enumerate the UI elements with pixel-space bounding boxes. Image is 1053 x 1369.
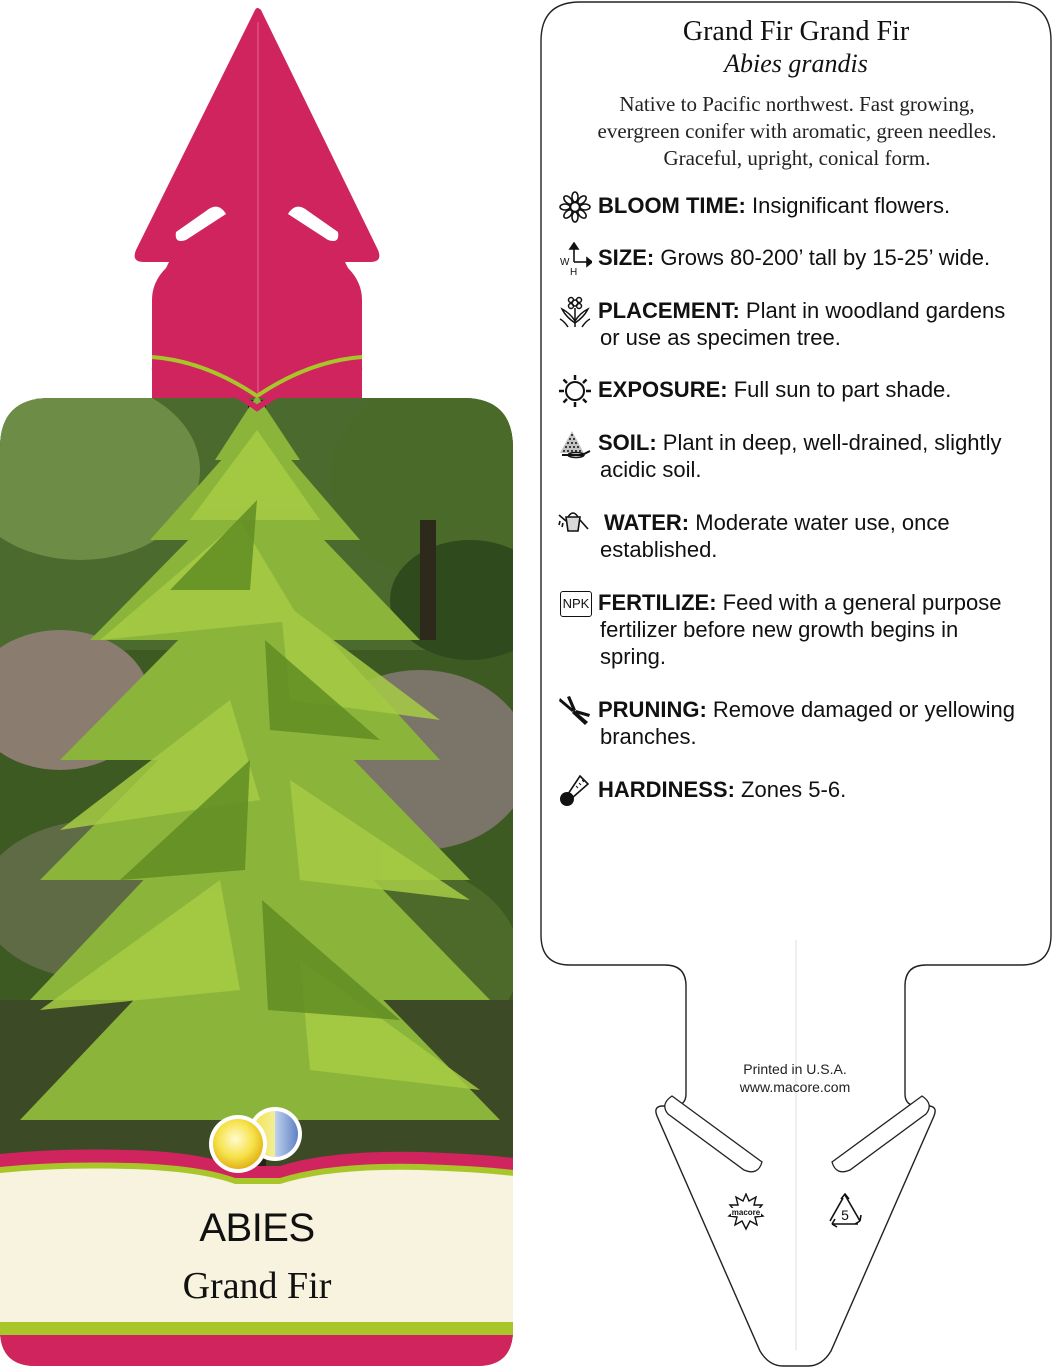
care-label: PRUNING:: [598, 697, 707, 722]
soil-icon: [558, 427, 592, 461]
care-label: EXPOSURE:: [598, 377, 728, 402]
thermometer-icon: [558, 774, 592, 808]
placement-plants-icon: [558, 295, 592, 329]
front-common-name: Grand Fir: [182, 1265, 332, 1307]
care-value: Insignificant flowers.: [752, 193, 951, 218]
description-line: Graceful, upright, conical form.: [663, 146, 931, 170]
watering-can-icon: [558, 507, 592, 541]
description-line: evergreen conifer with aromatic, green needles.: [597, 119, 997, 143]
svg-text:W: W: [560, 257, 570, 268]
care-value: Remove damaged or yellowing: [712, 697, 1015, 722]
recycle-5-icon: [827, 1193, 863, 1229]
care-value: acidic soil.: [600, 457, 702, 482]
care-label: SIZE:: [598, 245, 655, 270]
care-value: Moderate water use, once: [695, 510, 950, 535]
flower-icon: [558, 190, 592, 224]
care-value: Plant in deep, well-drained, slightly: [662, 430, 1002, 455]
care-label: BLOOM TIME:: [598, 193, 746, 218]
back-title: Grand Fir Grand Fir: [682, 16, 910, 47]
svg-text:5: 5: [841, 1207, 849, 1223]
care-label: HARDINESS:: [598, 777, 735, 802]
care-value: Zones 5-6.: [741, 777, 847, 802]
care-value: branches.: [600, 724, 697, 749]
care-label: SOIL:: [598, 430, 657, 455]
plant-description: [552, 91, 1042, 172]
svg-text:macore: macore: [731, 1208, 761, 1217]
care-value: established.: [600, 537, 718, 562]
front-genus-name: ABIES: [199, 1206, 315, 1250]
care-value: spring.: [600, 644, 667, 669]
printed-in-text: Printed in U.S.A.: [743, 1061, 847, 1077]
care-value: Grows 80-200’ tall by 15-25’ wide.: [660, 245, 991, 270]
pruning-shears-icon: [558, 694, 592, 728]
care-label: PLACEMENT:: [598, 298, 740, 323]
care-value: Plant in woodland gardens: [745, 298, 1006, 323]
svg-text:H: H: [570, 267, 578, 276]
botanical-name: Abies grandis: [724, 49, 868, 78]
sun-icon: [558, 374, 592, 408]
care-value: Full sun to part shade.: [733, 377, 952, 402]
npk-fertilizer-icon: NPK: [558, 587, 592, 621]
macore-logo-icon: [727, 1193, 765, 1231]
care-label: WATER:: [604, 510, 690, 535]
care-value: or use as specimen tree.: [600, 325, 841, 350]
description-line: Native to Pacific northwest. Fast growing,: [619, 92, 975, 116]
care-label: FERTILIZE:: [598, 590, 717, 615]
care-value: fertilizer before new growth begins in: [600, 617, 959, 642]
size-arrows-icon: [558, 242, 592, 276]
care-value: Feed with a general purpose: [722, 590, 1002, 615]
website-text: www.macore.com: [739, 1079, 851, 1095]
